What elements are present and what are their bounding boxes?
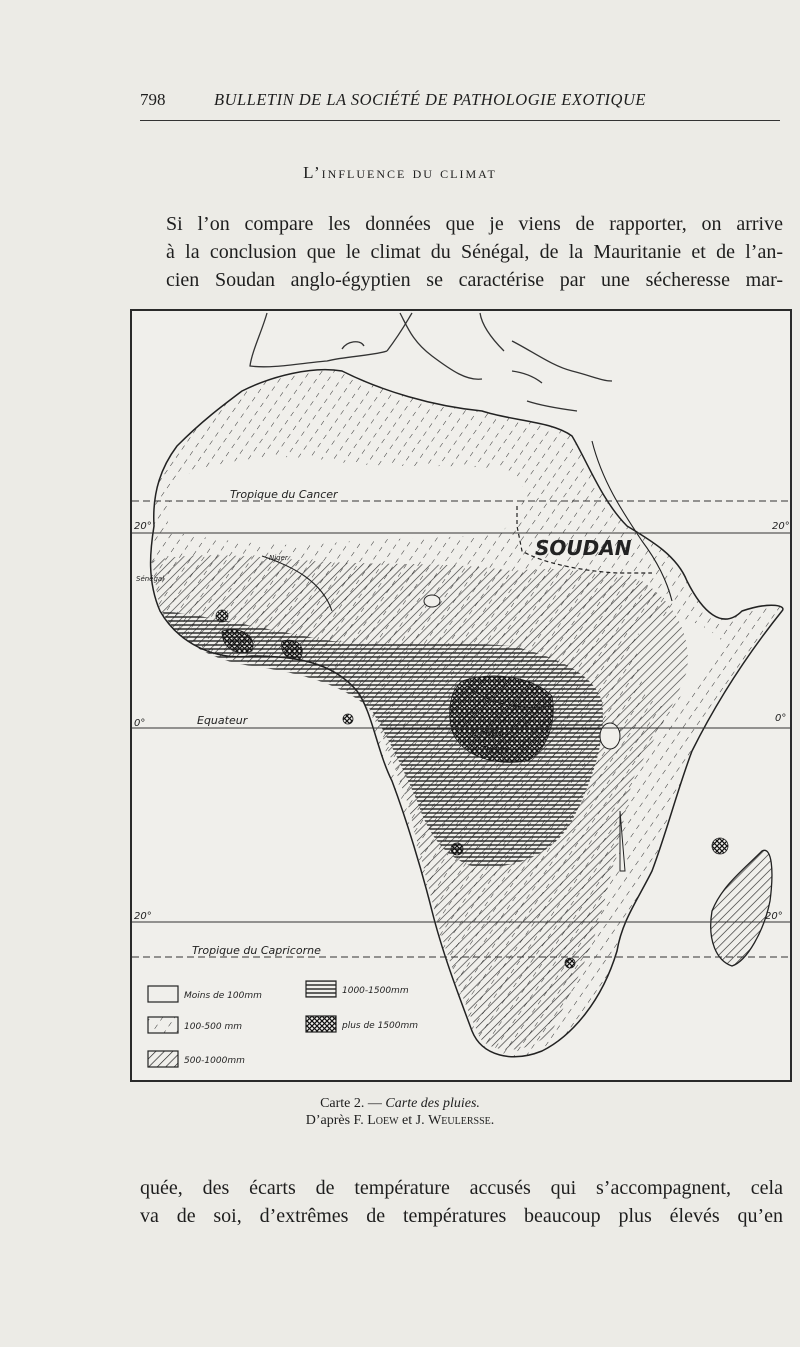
paragraph-2	[140, 1174, 783, 1230]
caption-author-1: Loew	[367, 1113, 399, 1128]
legend-swatch-horizontal	[306, 981, 336, 997]
tropic-capricorn-label: Tropique du Capricorne	[192, 944, 321, 957]
caption-credit-end: .	[490, 1113, 495, 1128]
rainfall-map-figure	[130, 309, 792, 1082]
legend-label-1: Moins de 100mm	[184, 991, 262, 1001]
figure-caption-line-2	[0, 1113, 800, 1129]
legend-swatch-crosshatch	[306, 1016, 336, 1032]
legend-label-3: 500-1000mm	[184, 1056, 245, 1066]
lat-20s-right: 20°	[765, 911, 783, 922]
lat-20n-right: 20°	[772, 521, 790, 532]
caption-title: Carte des pluies.	[385, 1096, 480, 1111]
lat-0-left: 0°	[134, 718, 146, 729]
paragraph-1	[140, 210, 783, 294]
legend-label-2: 100-500 mm	[184, 1022, 242, 1032]
running-title: BULLETIN DE LA SOCIÉTÉ DE PATHOLOGIE EXOTIQUE	[214, 90, 646, 109]
page-header	[140, 88, 780, 112]
page-number: 798	[140, 90, 166, 109]
caption-credit-prefix: D’après F.	[305, 1113, 368, 1128]
paragraph-1-line-2: à la conclusion que le climat du Sénégal, de la Mauritanie et de l’an-	[166, 241, 783, 263]
caption-author-2: Weulersse	[428, 1113, 491, 1128]
belge-label: Belge	[482, 745, 511, 756]
congo-label: Congo	[472, 728, 504, 739]
map-legend	[148, 981, 418, 1067]
lat-20n-left: 20°	[134, 521, 152, 532]
legend-label-5: plus de 1500mm	[342, 1021, 419, 1031]
header-rule	[140, 120, 780, 121]
tropic-cancer-label: Tropique du Cancer	[230, 488, 338, 501]
lat-20s-left: 20°	[134, 911, 152, 922]
legend-swatch-blank	[148, 986, 178, 1002]
paragraph-2-line-1: quée, des écarts de température accusés qui s’accompagnent, cela	[140, 1177, 783, 1199]
legend-swatch-diagonal	[148, 1051, 178, 1067]
lat-0-right: 0°	[775, 713, 787, 724]
paragraph-2-line-2: va de soi, d’extrêmes de températures beaucoup plus élevés qu’en	[140, 1205, 783, 1227]
paragraph-1-line-1: Si l’on compare les données que je viens de rapporter, on arrive	[166, 213, 783, 235]
legend-swatch-light	[148, 1017, 178, 1033]
senegal-label: Sénégal	[136, 575, 165, 583]
paragraph-1-line-3: cien Soudan anglo-égyptien se caractérise par une sécheresse mar-	[166, 269, 783, 291]
section-title: L’influence du climat	[303, 163, 497, 182]
caption-credit-mid: et J.	[398, 1113, 429, 1128]
caption-prefix: Carte 2. —	[320, 1096, 386, 1111]
equator-label: Equateur	[197, 714, 248, 727]
figure-caption-line-1	[0, 1096, 800, 1112]
legend-label-4: 1000-1500mm	[342, 986, 409, 996]
niger-label: Niger	[269, 554, 288, 562]
madagascar	[711, 850, 772, 966]
rainfall-map	[132, 311, 792, 1082]
soudan-label: SOUDAN	[535, 536, 632, 560]
